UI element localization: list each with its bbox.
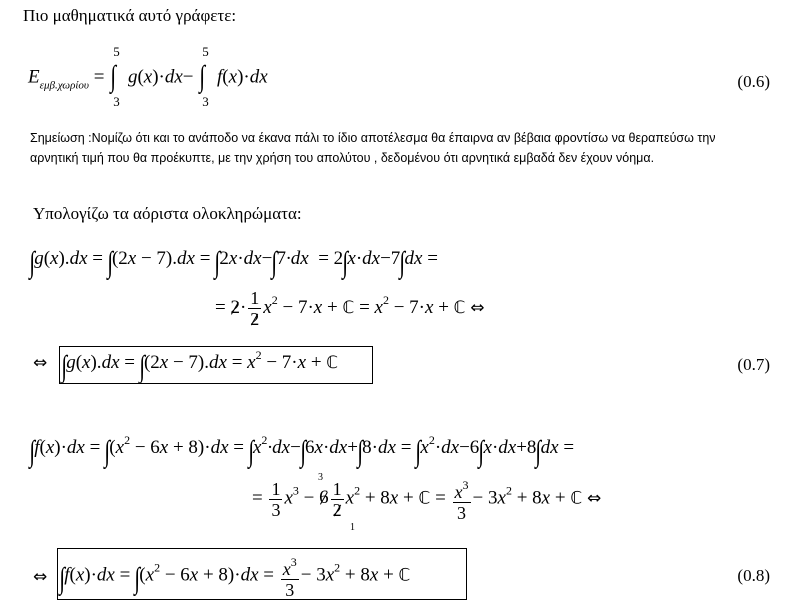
integral-sign: ∫ 5 3 (110, 44, 120, 109)
equation-area-definition: $E_{\varepsilon\mu\beta.\chi\omega\rho ίo\upsilon}$ = ∫ 5 3 g(x)·dx− ∫ 5 3 f(x)·dx (28, 44, 268, 109)
area-subscript: εμβ.χωρίου (39, 79, 89, 92)
cancel-mark: 3 (318, 472, 323, 483)
note-line-2: αρνητική τιμή που θα προέκυπτε, με την χρήση του απολύτου , δεδομένου ότι αρνητικά εμβαδά δεν έχουν νόημα. (30, 151, 655, 165)
cancel-mark: 1 (350, 522, 355, 533)
equation-f-step-2: = $\frac{1}{3}$ $x^3 - 6$ $\frac{1}{2}$ $x^2 + 8x$ + ℂ = $\frac{x^3}{3}$ − $3x^2 + 8x$ + ℂ ⇔ (252, 475, 601, 523)
integral-sign: ∫ 5 3 (199, 44, 209, 109)
equation-g-step-1: ∫g(x).dx = ∫(2x − 7).dx = ∫2x·dx−∫7·dx = 2∫x·dx−7∫dx = (29, 246, 438, 279)
equation-f-step-1: $\int f(x)\cdot dx = \int(x^2 - 6x + 8)\cdot dx = \int x^2\cdot dx-\int 6x\cdot dx+\int 8\cdot dx = \int x^2\cdot dx-6\int x\cdot dx+8\int dx$ = (29, 433, 575, 468)
note-line-1: Σημείωση :Νομίζω ότι και το ανάποδο να έκανα πάλι το ίδιο αποτέλεσμα θα έπαιρνα αν βέβαια φροντίσω να θεραπεύσω την (30, 131, 716, 145)
equation-f-result-arrow: ⇔ (33, 567, 48, 587)
calc-heading: Υπολογίζω τα αόριστα ολοκληρώματα: (33, 204, 302, 223)
equation-number-0-7: (0.7) (737, 355, 770, 374)
equation-f-result: $\int f(x)\cdot dx = \int(x^2 - 6x + 8)\cdot dx$ = $\frac{x^3}{3}$ − $3x^2 + 8x$ + ℂ (60, 552, 410, 600)
equation-g-result-arrow: ⇔ (33, 353, 48, 373)
equation-g-result: $\int g(x).dx = \int(2x - 7).dx = x^2 - 7\cdot x$ + ℂ (61, 348, 339, 383)
area-symbol: E (28, 66, 40, 88)
equation-number-0-8: (0.8) (737, 566, 770, 585)
intro-text: Πιο μαθηματικά αυτό γράφετε: (23, 6, 237, 25)
equation-g-step-2: = 2· $\frac{1}{2}$ $x^2 - 7\cdot x$ + ℂ = $x^2 - 7\cdot x$ + ℂ ⇔ (215, 288, 485, 329)
equation-number-0-6: (0.6) (737, 72, 770, 91)
